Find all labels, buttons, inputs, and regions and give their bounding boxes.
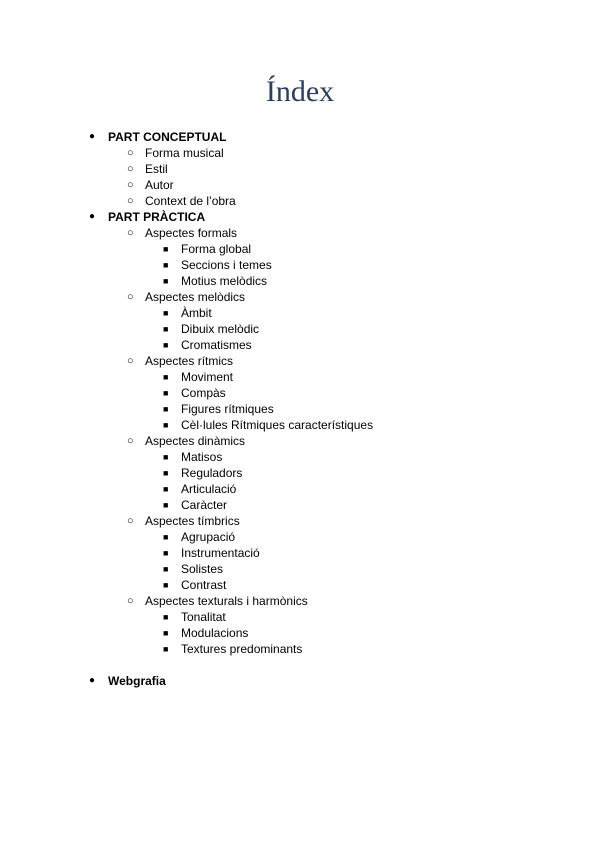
square-bullet-icon: ■ — [163, 644, 169, 654]
toc-subitem-label: Seccions i temes — [181, 258, 272, 272]
toc-section-label: Aspectes tímbrics — [145, 514, 240, 528]
square-bullet-icon: ■ — [163, 244, 169, 254]
toc-subitem — [0, 561, 600, 577]
filled-circle-bullet-icon: ● — [89, 131, 96, 142]
toc-subitem — [0, 257, 600, 273]
toc-item — [0, 145, 600, 161]
hollow-circle-bullet-icon: ○ — [127, 179, 134, 191]
toc-section-label: Aspectes formals — [145, 226, 238, 240]
hollow-circle-bullet-icon: ○ — [127, 595, 134, 607]
toc-section — [0, 353, 600, 369]
square-bullet-icon: ■ — [163, 612, 169, 622]
toc-subitem — [0, 641, 600, 657]
toc-part-webgrafia — [0, 673, 600, 689]
toc-subitem-label: Motius melòdics — [181, 274, 268, 288]
toc-subitem-label: Dibuix melòdic — [181, 322, 260, 336]
toc-subitem-label: Cromatismes — [181, 338, 252, 352]
square-bullet-icon: ■ — [163, 468, 169, 478]
toc-section-label: Aspectes melòdics — [145, 290, 246, 304]
square-bullet-icon: ■ — [163, 324, 169, 334]
toc-item-label: Context de l’obra — [145, 194, 236, 208]
toc-section-label: Aspectes rítmics — [145, 354, 234, 368]
hollow-circle-bullet-icon: ○ — [127, 291, 134, 303]
toc-subitem-label: Articulació — [181, 482, 237, 496]
square-bullet-icon: ■ — [163, 500, 169, 510]
toc-subitem — [0, 337, 600, 353]
toc-subitem-label: Matisos — [181, 450, 223, 464]
toc-part-practica — [0, 209, 600, 225]
toc-subitem — [0, 497, 600, 513]
vertical-spacer — [0, 657, 600, 673]
hollow-circle-bullet-icon: ○ — [127, 163, 134, 175]
toc-subitem — [0, 609, 600, 625]
toc-part-label: PART PRÀCTICA — [108, 210, 206, 224]
toc-subitem — [0, 321, 600, 337]
toc-subitem — [0, 385, 600, 401]
filled-circle-bullet-icon: ● — [89, 675, 96, 686]
toc-subitem — [0, 545, 600, 561]
square-bullet-icon: ■ — [163, 404, 169, 414]
toc-item-label: Autor — [145, 178, 174, 192]
square-bullet-icon: ■ — [163, 532, 169, 542]
toc-section — [0, 513, 600, 529]
toc-subitem-label: Solistes — [181, 562, 224, 576]
square-bullet-icon: ■ — [163, 580, 169, 590]
toc-subitem-label: Moviment — [181, 370, 234, 384]
toc-subitem-label: Instrumentació — [181, 546, 260, 560]
toc-subitem-label: Caràcter — [181, 498, 228, 512]
square-bullet-icon: ■ — [163, 420, 169, 430]
toc-part-label: PART CONCEPTUAL — [108, 130, 227, 144]
square-bullet-icon: ■ — [163, 388, 169, 398]
toc-subitem — [0, 465, 600, 481]
toc-item-label: Estil — [145, 162, 168, 176]
toc-section — [0, 225, 600, 241]
square-bullet-icon: ■ — [163, 484, 169, 494]
toc-item — [0, 177, 600, 193]
toc-subitem-label: Agrupació — [181, 530, 236, 544]
toc-subitem-label: Figures rítmiques — [181, 402, 274, 416]
toc-subitem-label: Modulacions — [181, 626, 249, 640]
toc-subitem-label: Cèl·lules Rítmiques característiques — [181, 418, 374, 432]
square-bullet-icon: ■ — [163, 452, 169, 462]
toc-subitem — [0, 305, 600, 321]
toc-section — [0, 593, 600, 609]
toc-item-label: Forma musical — [145, 146, 224, 160]
filled-circle-bullet-icon: ● — [89, 211, 96, 222]
hollow-circle-bullet-icon: ○ — [127, 195, 134, 207]
toc-subitem — [0, 417, 600, 433]
hollow-circle-bullet-icon: ○ — [127, 515, 134, 527]
toc-subitem — [0, 529, 600, 545]
toc-section — [0, 433, 600, 449]
hollow-circle-bullet-icon: ○ — [127, 435, 134, 447]
square-bullet-icon: ■ — [163, 260, 169, 270]
page-title: Índex — [265, 75, 335, 108]
toc-section-label: Aspectes texturals i harmònics — [145, 594, 308, 608]
square-bullet-icon: ■ — [163, 372, 169, 382]
square-bullet-icon: ■ — [163, 276, 169, 286]
table-of-contents — [0, 129, 600, 689]
toc-subitem-label: Compàs — [181, 386, 226, 400]
toc-subitem — [0, 401, 600, 417]
toc-part-label: Webgrafia — [108, 674, 166, 688]
square-bullet-icon: ■ — [163, 308, 169, 318]
toc-subitem — [0, 577, 600, 593]
toc-subitem — [0, 369, 600, 385]
toc-subitem-label: Forma global — [181, 242, 252, 256]
toc-subitem-label: Reguladors — [181, 466, 243, 480]
toc-subitem-label: Tonalitat — [181, 610, 226, 624]
square-bullet-icon: ■ — [163, 340, 169, 350]
toc-subitem — [0, 273, 600, 289]
hollow-circle-bullet-icon: ○ — [127, 355, 134, 367]
toc-item — [0, 193, 600, 209]
toc-subitem-label: Àmbit — [181, 306, 212, 320]
square-bullet-icon: ■ — [163, 628, 169, 638]
square-bullet-icon: ■ — [163, 564, 169, 574]
toc-subitem — [0, 241, 600, 257]
toc-subitem-label: Contrast — [181, 578, 227, 592]
toc-subitem — [0, 449, 600, 465]
hollow-circle-bullet-icon: ○ — [127, 147, 134, 159]
square-bullet-icon: ■ — [163, 548, 169, 558]
hollow-circle-bullet-icon: ○ — [127, 227, 134, 239]
toc-subitem-label: Textures predominants — [181, 642, 303, 656]
toc-section — [0, 289, 600, 305]
toc-subitem — [0, 481, 600, 497]
toc-section-label: Aspectes dinàmics — [145, 434, 246, 448]
toc-part-conceptual — [0, 129, 600, 145]
toc-item — [0, 161, 600, 177]
toc-subitem — [0, 625, 600, 641]
